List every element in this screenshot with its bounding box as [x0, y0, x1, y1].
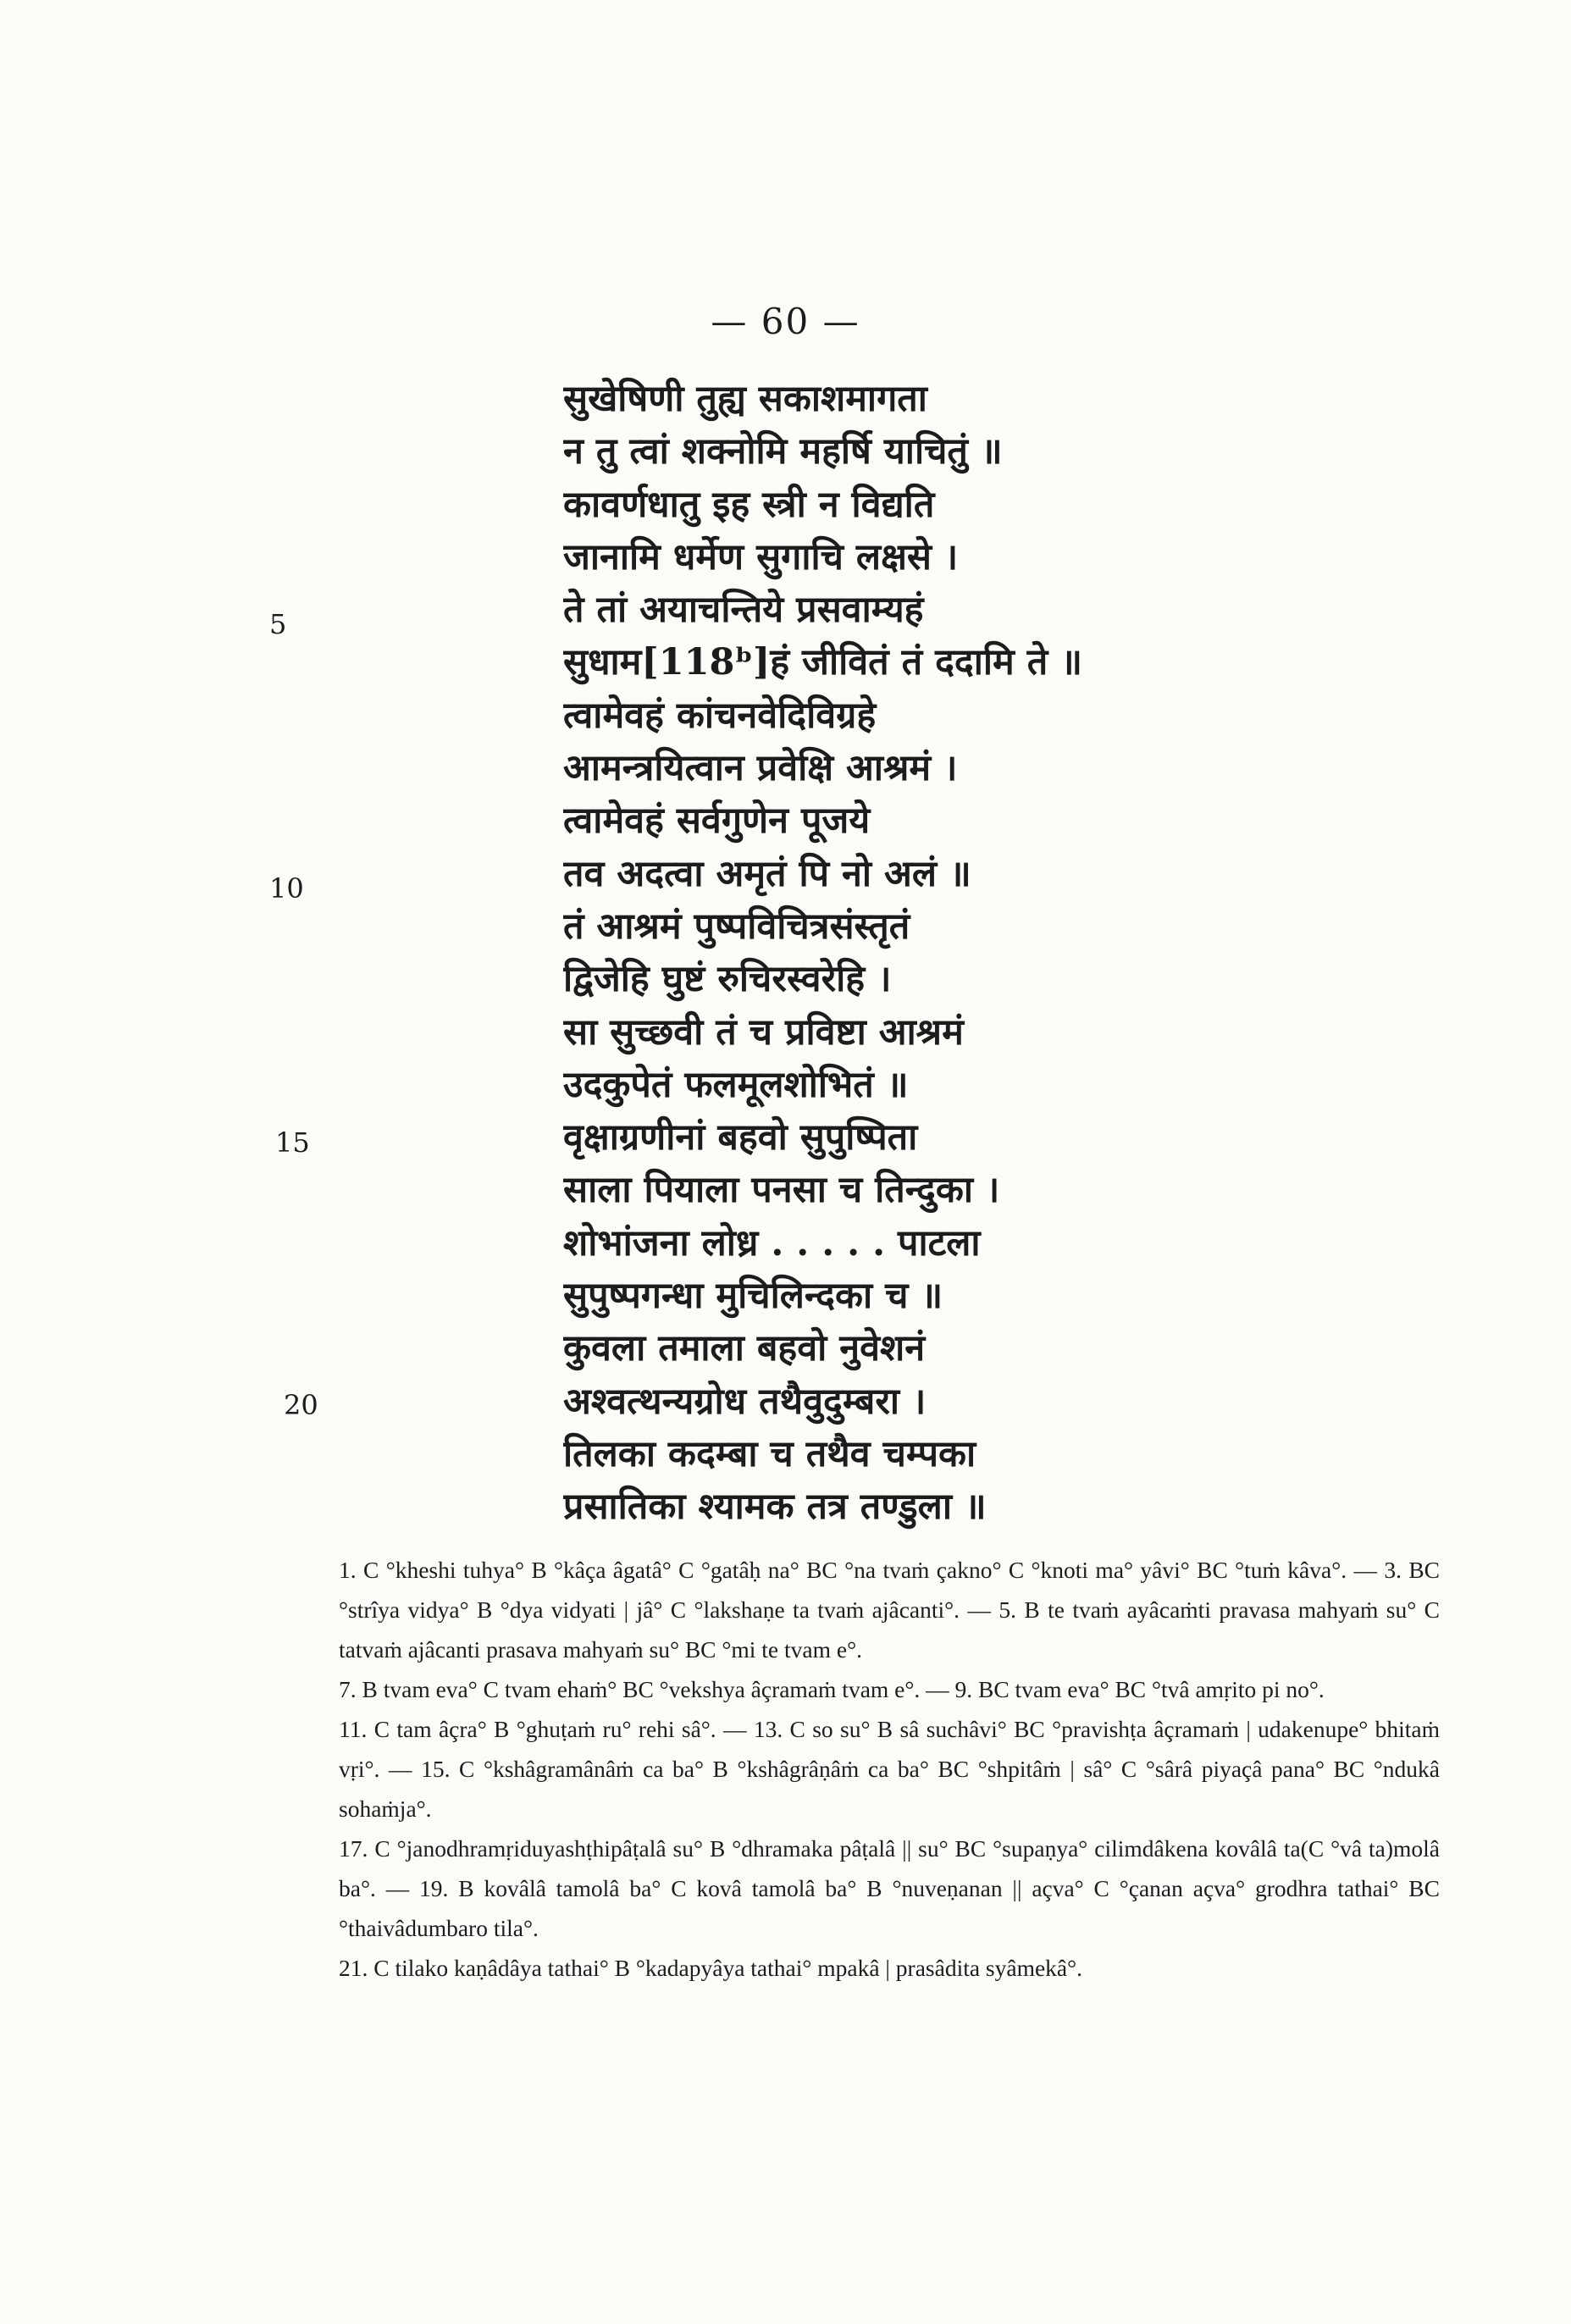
verse-line-8: आमन्त्रयित्वान प्रवेक्षि आश्रमं । [563, 747, 958, 790]
footnotes [339, 1550, 1440, 1988]
verse-line-22: प्रसातिका श्यामक तत्र तण्डुला ॥ [563, 1486, 987, 1529]
footnote-21: 21. C tilako kaṇâdâya tathai° B °kadapyâya tathai° mpakâ | prasâdita syâmekâ°. [339, 1955, 1083, 1981]
verse-line-5: ते तां अयाचन्तिये प्रसवाम्यहं [563, 589, 924, 632]
verse-line-2: न तु त्वां शक्नोमि महर्षि याचितुं ॥ [563, 430, 1003, 473]
footnote-7: 7. B tvam eva° C tvam ehaṁ° BC °vekshya âçramaṁ tvam e°. — 9. BC tvam eva° BC °tvâ amṛito pi no°. [339, 1676, 1325, 1702]
verse-line-11: तं आश्रमं पुष्पविचित्रसंस्तृतं [563, 905, 910, 948]
verse-line-16: साला पियाला पनसा च तिन्दुका । [563, 1169, 1000, 1212]
verse-block [563, 373, 1207, 1534]
verse-line-1: सुखेषिणी तुह्य सकाशमागता [563, 378, 927, 420]
verse-line-10: तव अदत्वा अमृतं पि नो अलं ॥ [563, 852, 971, 895]
verse-line-13: सा सुच्छवी तं च प्रविष्टा आश्रमं [563, 1010, 964, 1054]
line-number-20: 20 [284, 1389, 318, 1421]
footnote-1: 1. C °kheshi tuhya° B °kâça âgatâ° C °gatâḥ na° BC °na tvaṁ çakno° C °knoti ma° yâvi° BC °tuṁ kâva°. — 3. BC °strîya vidya° B °dya vidyati | jâ° C °lakshaṇe ta tvaṁ ajâcanti°. — 5. B te tvaṁ ayâcaṁti pravasa mahyaṁ su° C tatvaṁ ajâcanti prasava mahyaṁ su° BC °mi te tvam e°. [339, 1557, 1440, 1663]
verse-line-12: द्विजेहि घुष्टं रुचिरस्वरेहि । [563, 958, 892, 1001]
verse-line-20: अश्वत्थन्यग्रोध तथैवुदुम्बरा । [563, 1380, 927, 1423]
verse-line-6: सुधाम[118ᵇ]हं जीवितं तं ददामि ते ॥ [563, 641, 1082, 684]
verse-line-18: सुपुष्पगन्धा मुचिलिन्दका च ॥ [563, 1275, 943, 1318]
verse-line-15: वृक्षाग्रणीनां बहवो सुपुष्पिता [563, 1116, 918, 1159]
verse-line-9: त्वामेवहं सर्वगुणेन पूजये [563, 800, 871, 843]
verse-line-19: कुवला तमाला बहवो नुवेशनं [563, 1327, 926, 1370]
line-number-10: 10 [269, 872, 304, 905]
line-number-15: 15 [275, 1126, 310, 1159]
footnote-17: 17. C °janodhramṛiduyashṭhipâṭalâ su° B °dhramaka pâṭalâ || su° BC °supaṇya° cilimdâkena kovâlâ ta(C °vâ ta)molâ ba°. — 19. B kovâlâ tamolâ ba° C kovâ tamolâ ba° B °nuveṇanan || açva° C °çanan açva° grodhra tathai° BC °thaivâdumbaro tila°. [339, 1835, 1440, 1941]
verse-line-4: जानामि धर्मेण सुगाचि लक्षसे । [563, 535, 959, 578]
verse-line-14: उदकुपेतं फलमूलशोभितं ॥ [563, 1063, 909, 1106]
footnote-11: 11. C tam âçra° B °ghuṭaṁ ru° rehi sâ°. — 13. C so su° B sâ suchâvi° BC °pravishṭa âçramaṁ | udakenupe° bhitaṁ vṛi°. — 15. C °kshâgramânâṁ ca ba° B °kshâgrâṇâṁ ca ba° BC °shpitâṁ | sâ° C °sârâ piyaçâ pana° BC °ndukâ sohaṁja°. [339, 1716, 1440, 1822]
page-number: — 60 — [711, 301, 860, 342]
verse-line-7: त्वामेवहं कांचनवेदिविग्रहे [563, 694, 877, 737]
line-number-5: 5 [269, 608, 287, 640]
verse-line-21: तिलका कदम्बा च तथैव चम्पका [563, 1432, 976, 1475]
verse-line-17: शोभांजना लोध्र . . . . . पाटला [563, 1221, 981, 1264]
verse-line-3: कावर्णधातु इह स्त्री न विद्यति [563, 483, 935, 526]
